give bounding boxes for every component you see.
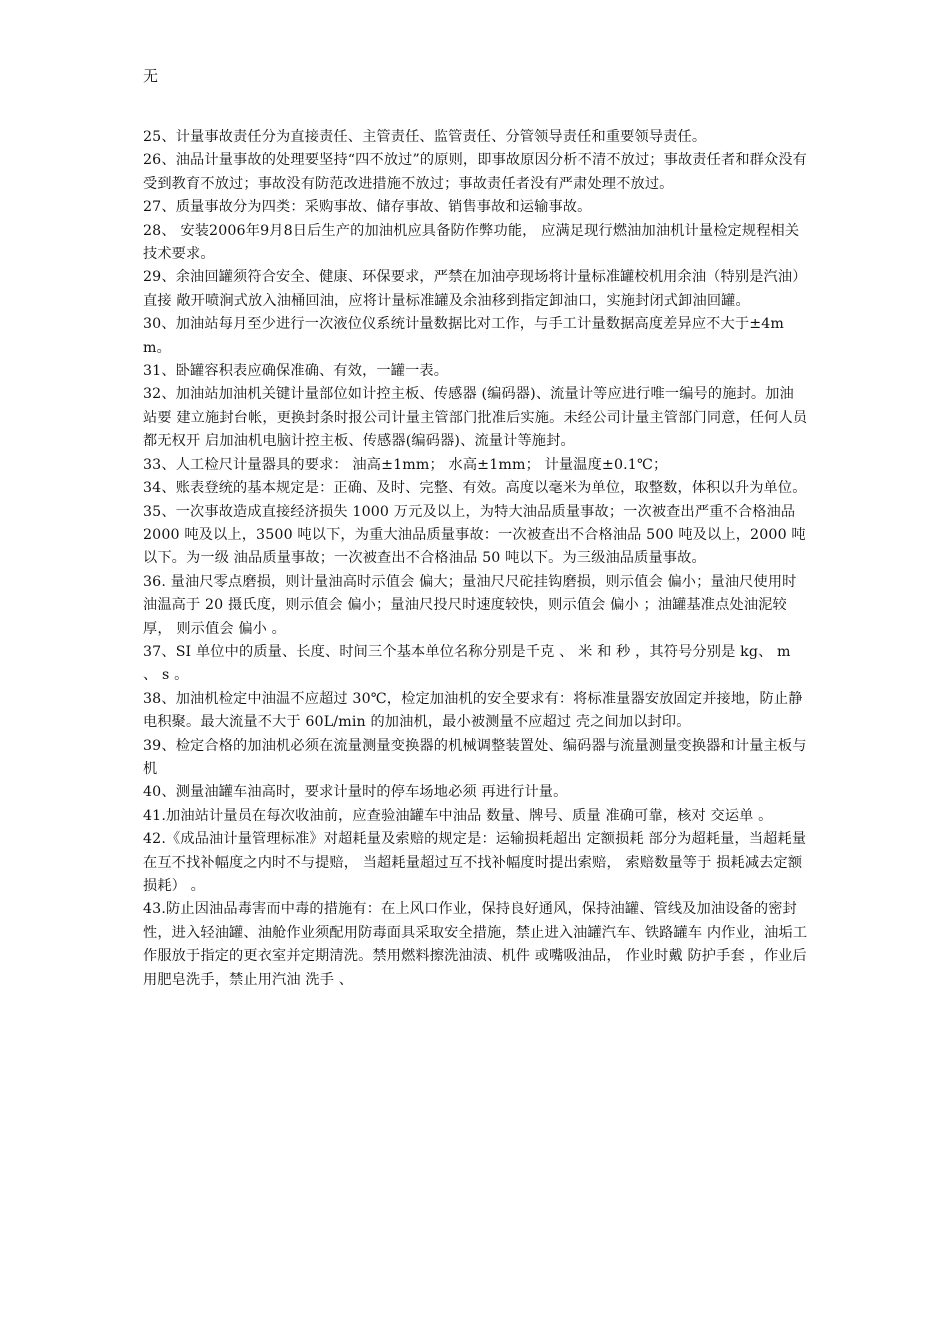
- list-item: 42.《成品油计量管理标准》对超耗量及索赔的规定是：运输损耗超出 定额损耗 部分为超耗量，当超耗量 在互不找补幅度之内时不与提赔， 当超耗量超过互不找补幅度时提出索赔， 索赔数量等于 损耗减去定额损耗） 。: [143, 831, 807, 894]
- list-item: 39、检定合格的加油机必须在流量测量变换器的机械调整装置处、编码器与流量测量变换器和计量主板与机: [143, 737, 807, 777]
- list-item: 32、加油站加油机关键计量部位如计控主板、传感器 (编码器)、流量计等应进行唯一编号的施封。加油站要 建立施封台帐，更换封条时报公司计量主管部门批准后实施。未经公司计量主管部门同意，任何人员都无权开 启加油机电脑计控主板、传感器(编码器)、流量计等施封。: [143, 386, 808, 450]
- list-item: 28、 安装2006年9月8日后生产的加油机应具备防作弊功能， 应满足现行燃油加油机计量检定规程相关技术要求。: [143, 222, 800, 263]
- list-item: 36. 量油尺零点磨损，则计量油高时示值会 偏大；量油尺尺砣挂钩磨损，则示值会 偏小；量油尺使用时 油温高于 20 摄氏度，则示值会 偏小；量油尺投尺时速度较快，则示值会 偏小 ；油罐基准点处油泥较厚， 则示值会 偏小 。: [143, 573, 797, 637]
- list-item: 38、加油机检定中油温不应超过 30℃，检定加油机的安全要求有：将标准量器安放固定并接地，防止静电积聚。最大流量不大于 60L/min 的加油机，最小被测量不应超过 壳之间加以封印。: [143, 690, 803, 731]
- header-text: 无: [143, 67, 159, 85]
- list-item: 25、计量事故责任分为直接责任、主管责任、监管责任、分管领导责任和重要领导责任。: [143, 129, 707, 145]
- list-item: 41.加油站计量员在每次收油前，应查验油罐车中油品 数量、牌号、质量 准确可靠，核对 交运单 。: [143, 807, 773, 824]
- list-item: 30、加油站每月至少进行一次液位仪系统计量数据比对工作，与手工计量数据高度差异应不大于±4mm。: [143, 316, 785, 356]
- list-item: 35、一次事故造成直接经济损失 1000 万元及以上，为特大油品质量事故；一次被查出严重不合格油品 2000 吨及以上，3500 吨以下，为重大油品质量事故：一次被查出不合格油品 500 吨及以上，2000 吨以下。为一级 油品质量事故；一次被查出不合格油品 50 吨以下。为三级油品质量事故。: [143, 503, 806, 567]
- list-item: 26、油品计量事故的处理要坚持“四不放过”的原则，即事故原因分析不清不放过；事故责任者和群众没有 受到教育不放过；事故没有防范改进措施不放过；事故责任者没有严肃处理不放过。: [143, 152, 808, 192]
- list-item: 27、质量事故分为四类：采购事故、储存事故、销售事故和运输事故。: [143, 199, 592, 216]
- list-item: 43.防止因油品毒害而中毒的措施有：在上风口作业，保持良好通风，保持油罐、管线及加油设备的密封性，进入轻油罐、油舱作业须配用防毒面具采取安全措施，禁止进入油罐汽车、铁路罐车 内作业，油垢工作服放于指定的更衣室并定期清洗。禁用燃料擦洗油渍、机件 或嘴吸油品， 作业时戴 防护手套 ，作业后用肥皂洗手，禁止用汽油 洗手 、: [143, 901, 808, 988]
- list-item: 37、SI 单位中的质量、长度、时间三个基本单位名称分别是千克 、 米 和 秒 ，其符号分别是 kg、 m 、 s 。: [143, 643, 791, 684]
- list-item: 31、卧罐容积表应确保准确、有效，一罐一表。: [143, 363, 449, 380]
- list-item: 34、账表登统的基本规定是：正确、及时、完整、有效。高度以毫米为单位，取整数，体积以升为单位。: [143, 480, 807, 497]
- list-item: 33、人工检尺计量器具的要求： 油高±1mm； 水高±1mm； 计量温度±0.1℃；: [143, 456, 668, 473]
- document-body: [143, 126, 808, 992]
- list-item: 40、测量油罐车油高时，要求计量时的停车场地必须 再进行计量。: [143, 784, 568, 801]
- list-item: 29、余油回罐须符合安全、健康、环保要求，严禁在加油亭现场将计量标准罐校机用余油（特别是汽油）直接 敞开喷涧式放入油桶回油，应将计量标准罐及余油移到指定卸油口，实施封闭式卸油回罐。: [143, 269, 807, 309]
